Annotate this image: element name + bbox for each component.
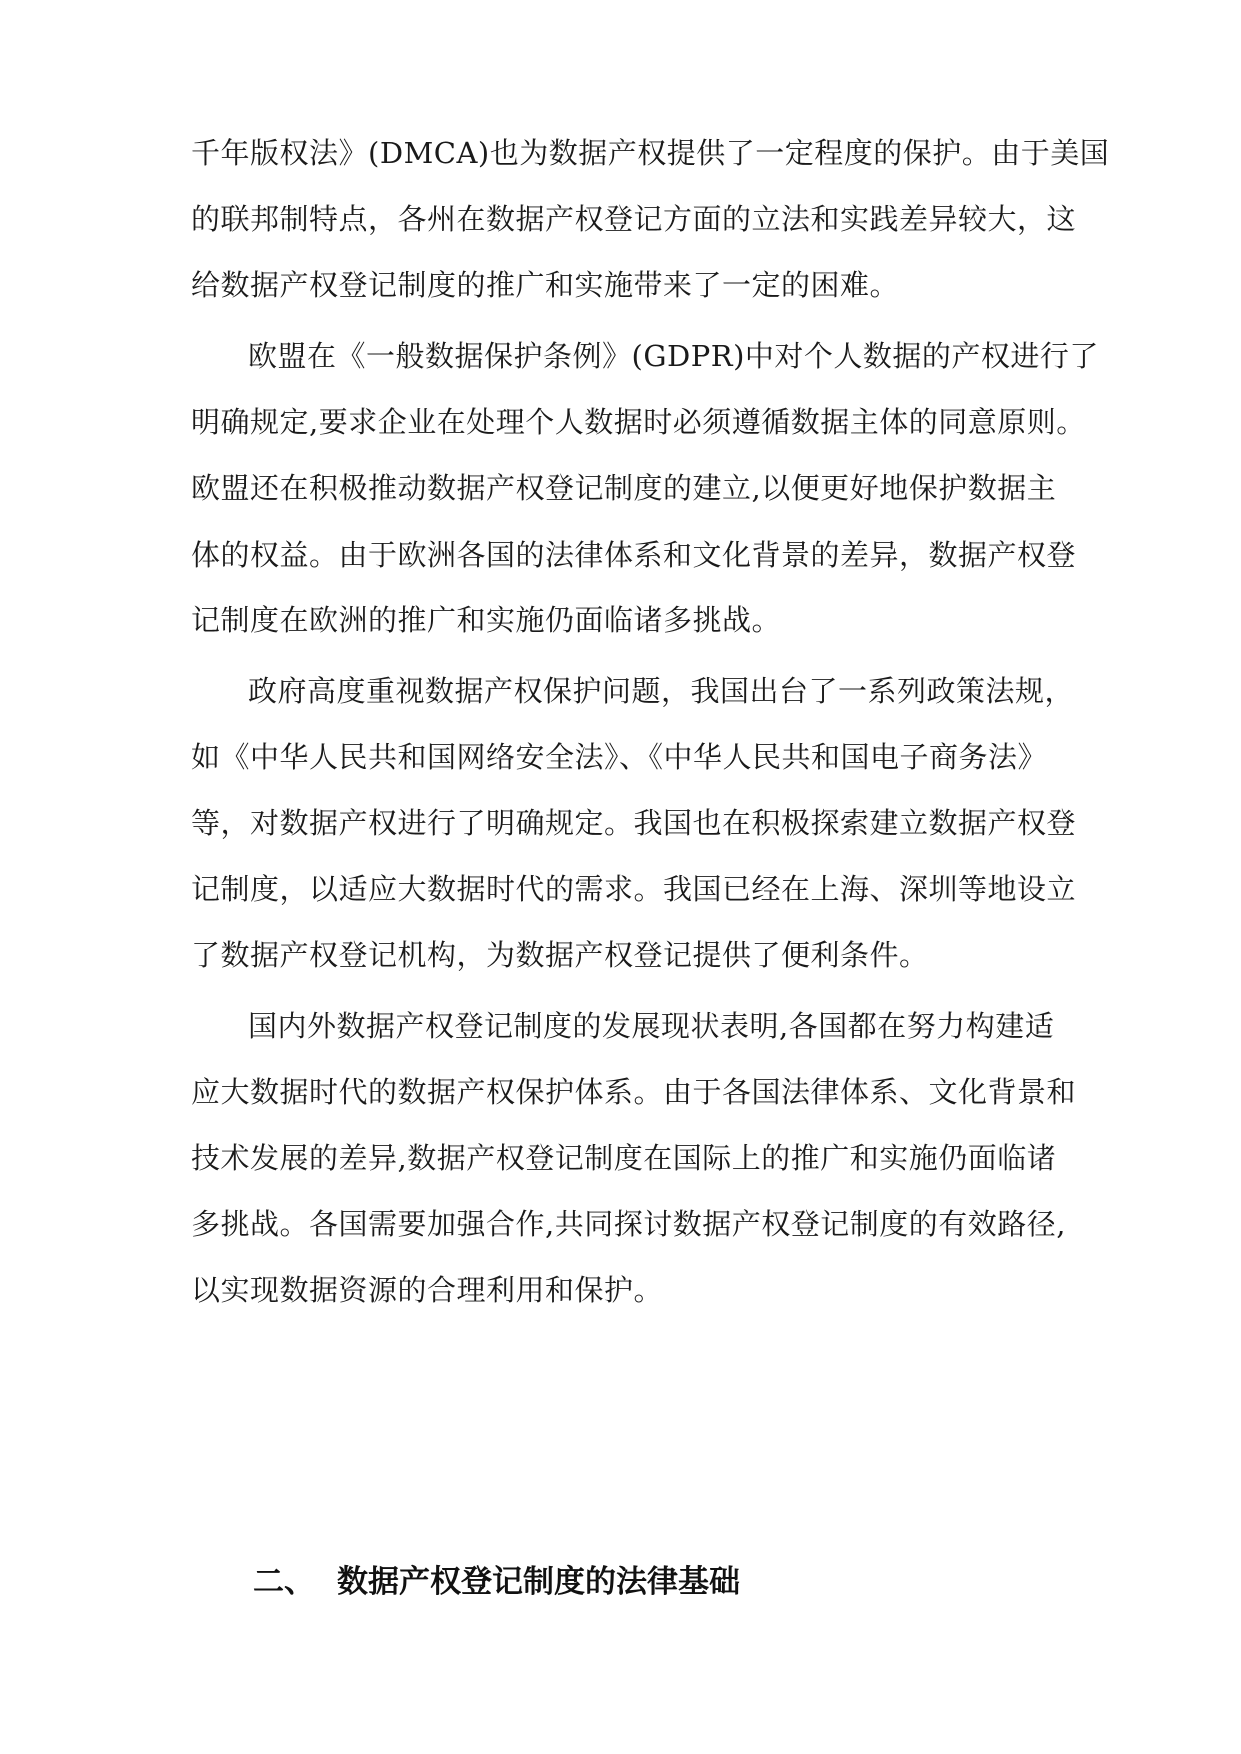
- section-heading-title: 数据产权登记制度的法律基础: [337, 1564, 740, 1600]
- paragraph-2-line-5: 记制度在欧洲的推广和实施仍面临诸多挑战。: [191, 603, 782, 637]
- paragraph-2-line-1: 欧盟在《一般数据保护条例》(GDPR)中对个人数据的产权进行了: [248, 339, 1099, 373]
- paragraph-3-line-1: 政府高度重视数据产权保护问题，我国出台了一系列政策法规，: [248, 674, 1075, 708]
- paragraph-3-line-5: 了数据产权登记机构，为数据产权登记提供了便利条件。: [191, 938, 929, 972]
- paragraph-2-line-3: 欧盟还在积极推动数据产权登记制度的建立,以便更好地保护数据主: [191, 471, 1057, 505]
- paragraph-4-line-4: 多挑战。各国需要加强合作,共同探讨数据产权登记制度的有效路径,: [191, 1207, 1066, 1241]
- paragraph-4-line-2: 应大数据时代的数据产权保护体系。由于各国法律体系、文化背景和: [191, 1075, 1077, 1109]
- paragraph-1-line-3: 给数据产权登记制度的推广和实施带来了一定的困难。: [191, 268, 900, 302]
- paragraph-2-line-2: 明确规定,要求企业在处理个人数据时必须遵循数据主体的同意原则。: [191, 405, 1086, 439]
- paragraph-2-line-4: 体的权益。由于欧洲各国的法律体系和文化背景的差异，数据产权登: [191, 538, 1077, 572]
- section-heading: [253, 1558, 740, 1606]
- paragraph-4-line-5: 以实现数据资源的合理利用和保护。: [191, 1273, 664, 1307]
- paragraph-3-line-3: 等，对数据产权进行了明确规定。我国也在积极探索建立数据产权登: [191, 806, 1077, 840]
- paragraph-3-line-4: 记制度，以适应大数据时代的需求。我国已经在上海、深圳等地设立: [191, 872, 1077, 906]
- paragraph-3-line-2: 如《中华人民共和国网络安全法》、《中华人民共和国电子商务法》: [191, 740, 1048, 774]
- paragraph-1-line-2: 的联邦制特点，各州在数据产权登记方面的立法和实践差异较大，这: [191, 202, 1077, 236]
- section-heading-number: 二、: [253, 1564, 315, 1600]
- paragraph-4-line-3: 技术发展的差异,数据产权登记制度在国际上的推广和实施仍面临诸: [191, 1141, 1057, 1175]
- paragraph-4-line-1: 国内外数据产权登记制度的发展现状表明,各国都在努力构建适: [248, 1009, 1055, 1043]
- paragraph-1-line-1: 千年版权法》(DMCA)也为数据产权提供了一定程度的保护。由于美国: [191, 136, 1110, 170]
